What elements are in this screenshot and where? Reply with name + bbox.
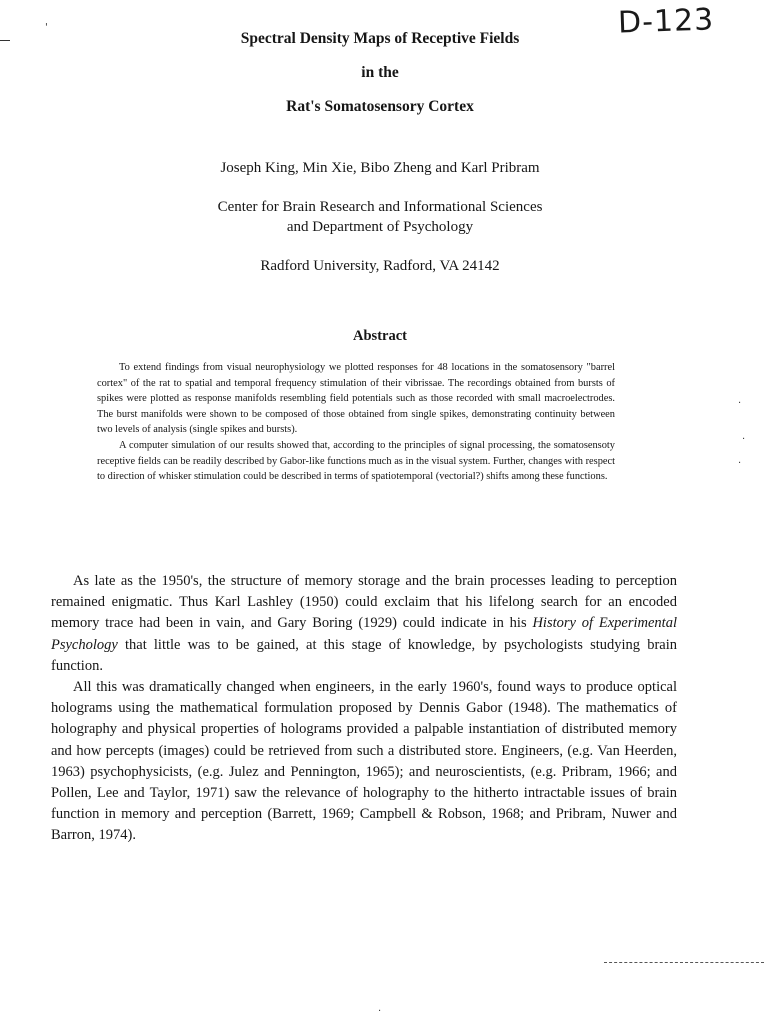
- title-line-2: in the: [361, 64, 399, 81]
- scan-speck: ·: [738, 398, 742, 409]
- paper-title: [120, 22, 640, 124]
- abstract-paragraph: A computer simulation of our results showed that, according to the principles of signal processing, the somatosensoty receptive fields can be readily described by Gabor-like functions much as in the visual system. Further, changes with respect to direction of whisker stimulation could be described in terms of spatiotemporal (vectorial?) shifts among these functions.: [97, 439, 615, 483]
- scan-speck: ·: [738, 458, 742, 469]
- scan-speck: ·: [742, 434, 746, 445]
- title-line-3: Rat's Somatosensory Cortex: [286, 98, 474, 115]
- affiliation: [120, 197, 640, 237]
- body-text: [51, 571, 677, 847]
- address: Radford University, Radford, VA 24142: [260, 258, 500, 274]
- abstract-body: [97, 360, 615, 485]
- title-line-1: Spectral Density Maps of Receptive Fields: [240, 30, 520, 47]
- handwritten-document-id: D-123: [617, 2, 715, 41]
- body-text-run: As late as the 1950's, the structure of memory storage and the brain processes leading to perception remained enigmatic. Thus Karl Lashley (1950) could exclaim that his lifelong search for an encoded memory trace had been in vain, and Gary Boring (1929) could indicate in his: [51, 573, 677, 632]
- abstract-heading: Abstract: [353, 328, 407, 344]
- author-list: Joseph King, Min Xie, Bibo Zheng and Karl Pribram: [220, 160, 540, 176]
- affiliation-line-1: Center for Brain Research and Informational Sciences: [217, 199, 543, 215]
- book-title-italic: History of Experimental Psychology: [51, 615, 677, 653]
- body-paragraph: [51, 571, 677, 677]
- body-text-run: that little was to be gained, at this stage of knowledge, by psychologists studying brain function.: [51, 636, 677, 674]
- scan-mark-left: [0, 40, 10, 41]
- abstract-paragraph: To extend findings from visual neurophysiology we plotted responses for 48 locations in the somatosensory "barrel cortex" of the rat to spatial and temporal frequency stimulation of their vibrissae. The recordings obtained from bursts of spikes were plotted as response manifolds resembling field potentials such as those recorded with small macroelectrodes. The burst manifolds were shown to be composed of those obtained from single spikes, demonstrating continuity between two levels of analysis (single spikes and bursts).: [97, 362, 615, 436]
- scan-rule: [604, 962, 764, 963]
- body-paragraph: All this was dramatically changed when engineers, in the early 1960's, found ways to produce optical holograms using the mathematical formulation proposed by Dennis Gabor (1948). The mathematics of holography and physical properties of holograms provided a palpable instantiation of distributed memory and how percepts (images) could be retrieved from such a distributed store. Engineers, (e.g. Van Heerden, 1963) psychophysicists, (e.g. Julez and Pennington, 1965); and neuroscientists, (e.g. Pribram, 1966; and Pollen, Lee and Taylor, 1971) saw the relevance of holography to the hitherto intractable issues of brain function in memory and perception (Barrett, 1969; Campbell & Robson, 1968; and Pribram, Nuwer and Barron, 1974).: [51, 679, 677, 844]
- scan-speck: ': [45, 22, 48, 33]
- affiliation-line-2: and Department of Psychology: [286, 219, 474, 235]
- scan-speck: ·: [378, 1006, 382, 1017]
